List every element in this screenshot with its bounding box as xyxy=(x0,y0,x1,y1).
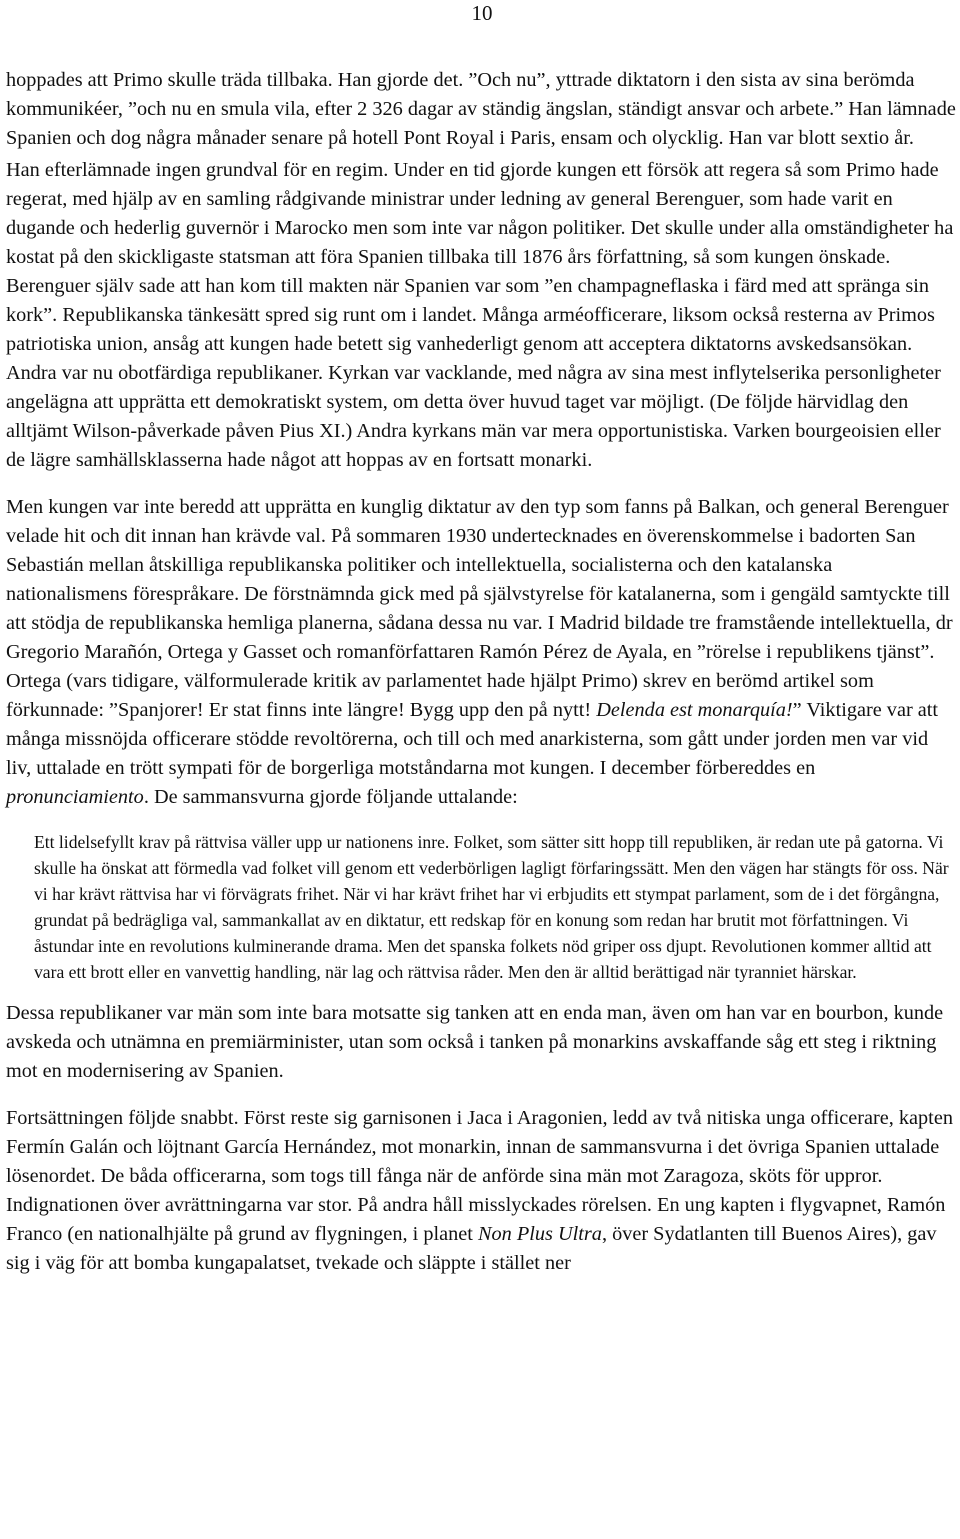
paragraph-3-part-c: . De sammansvurna gjorde följande uttalande: xyxy=(143,786,518,808)
paragraph-3-part-b: ” Viktigare var att många missnöjda officerare stödde revoltörerna, och till och med anarkisterna, som gått under jorden men var vid liv, uttalade en trött sympati för de borgerliga motståndarna mot kungen. I december förbereddes en xyxy=(6,699,939,779)
page-number: 10 xyxy=(471,1,493,25)
paragraph-5-part-a: Fortsättningen följde snabbt. Först reste sig garnisonen i Jaca i Aragonien, ledd av två nitiska unga officerare, kapten Fermín Galán och löjtnant García Hernández, mot monarkin, innan de sammansvurna i det övriga Spanien uttalade lösenordet. De båda officerarna, som togs till fånga när de anförde sina män mot Zaragoza, sköts för uppror. Indignationen över avrättningarna var stor. På andra håll misslyckades rörelsen. En ung kapten i flygvapnet, Ramón Franco (en nationalhjälte på grund av flygningen, i planet xyxy=(6,1107,953,1245)
paragraph-5-italic-plane-name: Non Plus Ultra xyxy=(477,1223,602,1245)
paragraph-5 xyxy=(6,1104,958,1278)
paragraph-5-part-b: , över Sydatlanten till Buenos Aires), gav sig i väg för att bomba kungapalatset, tvekade och släppte i stället ner xyxy=(6,1223,937,1274)
paragraph-4: Dessa republikaner var män som inte bara motsatte sig tanken att en enda man, även om han var en bourbon, kunde avskeda och utnämna en premiärminister, utan som också i tanken på monarkins avskaffande såg ett steg i riktning mot en modernisering av Spanien. xyxy=(6,1002,944,1082)
paragraph-3-italic-term: pronunciamiento xyxy=(6,786,144,808)
block-quote: Ett lidelsefyllt krav på rättvisa väller upp ur nationens inre. Folket, som sätter sitt hopp till republiken, är redan ute på gatorna. Vi skulle ha önskat att förmedla vad folket vill genom ett vederbörligen lagligt förfaringssätt. Men den vägen har stängts för oss. När vi har krävt rättvisa har vi förvägrats frihet. När vi har krävt frihet har vi erbjudits ett stympat parlament, som de i det förgångna, grundat på bedrägliga val, sammankallat av en diktatur, ett redskap för en konung som redan har brutit mot författningen. Vi åstundar inte en revolutions kulminerande drama. Men det spanska folkets nöd griper oss djupt. Revolutionen kommer alltid att vara ett brott eller en vanvettig handling, när lag och rättvisa råder. Men den är alltid berättigad när tyranniet härskar. xyxy=(34,832,949,982)
page-body xyxy=(6,66,958,1278)
paragraph-1: hoppades att Primo skulle träda tillbaka. Han gjorde det. ”Och nu”, yttrade diktatorn i den sista av sina berömda kommunikéer, ”och nu en smula vila, efter 2 326 dagar av ständig ängslan, ständigt ansvar och arbete.” Han lämnade Spanien och dog några månader senare på hotell Pont Royal i Paris, ensam och olycklig. Han var blott sextio år. xyxy=(6,69,956,149)
paragraph-2: Han efterlämnade ingen grundval för en regim. Under en tid gjorde kungen ett försök att regera så som Primo hade regerat, med hjälp av en samling rådgivande ministrar under ledning av general Berenguer, som hade varit en dugande och hederlig guvernör i Marocko men som inte var någon politiker. Det skulle under alla omständigheter ha kostat på den skickligaste statsman att föra Spanien tillbaka till 1876 års författning, så som kungen önskade. Berenguer själv sade att han kom till makten när Spanien var som ”en champagneflaska i färd med att spränga sin kork”. Republikanska tänkesätt spred sig runt om i landet. Många arméofficerare, liksom också resterna av Primos patriotiska union, ansåg att kungen hade betett sig vanhederligt genom att acceptera diktatorns avskedsansökan. Andra var nu obotfärdiga republikaner. Kyrkan var vacklande, med några av sina mest inflytelserika personligheter angelägna att upprätta ett demokratiskt system, om detta över huvud taget var möjligt. (De följde härvidlag den alltjämt Wilson-påverkade påven Pius XI.) Andra kyrkans män var mera opportunistiska. Varken bourgeoisien eller de lägre samhällsklasserna hade något att hoppas av en fortsatt monarki. xyxy=(6,159,954,471)
paragraph-3 xyxy=(6,493,958,812)
paragraph-3-part-a: Men kungen var inte beredd att upprätta en kunglig diktatur av den typ som fanns på Balkan, och general Berenguer velade hit och dit innan han krävde val. På sommaren 1930 undertecknades en överenskommelse i badorten San Sebastián mellan åtskilliga republikanska politiker och intellektuella, socialisterna och den katalanska nationalismens förespråkare. De förstnämnda gick med på självstyrelse för katalanerna, som i gengäld samtyckte till att stödja de republikanska hemliga planerna, sådana dessa nu var. I Madrid bildade tre framstående intellektuella, dr Gregorio Marañón, Ortega y Gasset och romanförfattaren Ramón Pérez de Ayala, en ”rörelse i republikens tjänst”. Ortega (vars tidigare, välformulerade kritik av parlamentet hade hjälpt Primo) skrev en berömd artikel som förkunnade: ”Spanjorer! Er stat finns inte längre! Bygg upp den på nytt! xyxy=(6,496,953,721)
paragraph-3-italic-motto: Delenda est monarquía! xyxy=(596,699,793,721)
